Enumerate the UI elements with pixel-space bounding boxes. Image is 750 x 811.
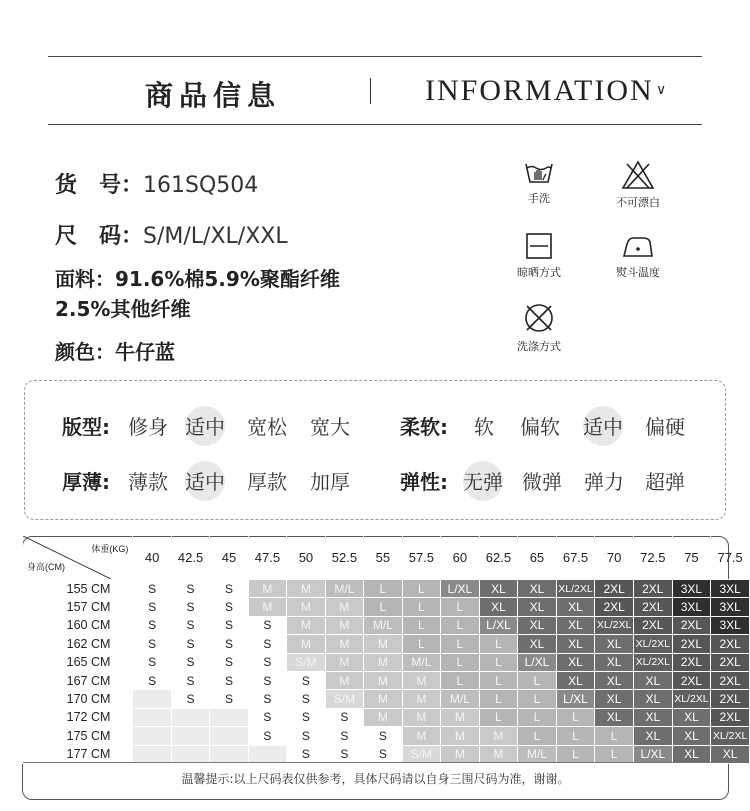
size-cell: XL xyxy=(672,727,711,745)
size-cell: M xyxy=(441,727,480,745)
size-cell: M xyxy=(287,635,325,653)
size-cell: L xyxy=(518,671,557,689)
size-cell: S xyxy=(210,671,248,689)
height-header: 162 CM xyxy=(23,635,133,653)
size-cell: S xyxy=(210,580,248,598)
care-hand-wash xyxy=(504,160,574,206)
care-label-hand-wash: 手洗 xyxy=(528,192,550,205)
size-cell: M xyxy=(287,580,325,598)
size-cell: M xyxy=(325,598,364,616)
size-cell: M xyxy=(402,671,441,689)
size-cell: S xyxy=(248,690,287,708)
height-header: 175 CM xyxy=(23,727,133,745)
size-cell: S xyxy=(325,745,364,763)
weight-header: 60 xyxy=(441,536,480,580)
size-cell xyxy=(210,708,248,726)
size-cell: M xyxy=(287,598,325,616)
fit-option-2: 适中 xyxy=(185,411,225,440)
color-value: 牛仔蓝 xyxy=(115,340,175,364)
height-header: 167 CM xyxy=(23,671,133,689)
size-cell: 2XL xyxy=(711,653,750,671)
size-cell: XL/2XL xyxy=(595,616,634,634)
size-cell: 2XL xyxy=(595,598,634,616)
size-cell: S xyxy=(171,635,210,653)
height-header: 177 CM xyxy=(23,745,133,763)
size-cell xyxy=(248,745,287,763)
size-cell: 2XL xyxy=(711,671,750,689)
size-cell xyxy=(133,727,171,745)
color-label: 颜色： xyxy=(55,340,115,364)
size-cell: L xyxy=(402,598,441,616)
size-cell: S xyxy=(133,671,171,689)
size-cell: M/L xyxy=(325,580,364,598)
size-cell: S/M xyxy=(325,690,364,708)
size-cell: XL xyxy=(672,745,711,763)
size-cell: L xyxy=(479,671,518,689)
size-chart-row xyxy=(23,671,750,689)
size-cell: S xyxy=(133,580,171,598)
weight-header: 77.5 xyxy=(711,536,750,580)
size-cell: L xyxy=(402,616,441,634)
size-cell xyxy=(171,745,210,763)
size-cell: 2XL xyxy=(711,690,750,708)
size-cell: M xyxy=(441,745,480,763)
care-no-bleach xyxy=(603,160,673,210)
size-cell: XL xyxy=(633,690,672,708)
size-cell: S xyxy=(287,708,325,726)
height-header: 170 CM xyxy=(23,690,133,708)
size-cell: XL xyxy=(633,727,672,745)
size-row xyxy=(55,219,288,250)
weight-header: 75 xyxy=(672,536,711,580)
item-number-value: 161SQ504 xyxy=(143,173,259,198)
size-cell: XL xyxy=(479,580,518,598)
size-chart-row xyxy=(23,616,750,634)
fabric-line-1: 面料：91.6%棉5.9%聚酯纤维 xyxy=(55,267,340,291)
size-cell: L xyxy=(441,598,480,616)
size-cell: M xyxy=(248,598,287,616)
size-cell: L xyxy=(402,635,441,653)
size-cell: M xyxy=(287,616,325,634)
size-cell: M xyxy=(441,708,480,726)
size-cell: S xyxy=(287,671,325,689)
size-cell: XL xyxy=(556,635,595,653)
size-cell: L xyxy=(518,727,557,745)
size-cell: M xyxy=(248,580,287,598)
height-header: 157 CM xyxy=(23,598,133,616)
size-chart-row xyxy=(23,580,750,598)
height-axis-label: 身高(CM) xyxy=(27,562,65,572)
hand-wash-icon xyxy=(524,160,554,186)
size-cell xyxy=(133,690,171,708)
size-cell: S xyxy=(210,616,248,634)
size-cell xyxy=(171,727,210,745)
size-cell: S xyxy=(210,690,248,708)
size-cell xyxy=(133,708,171,726)
size-cell: 2XL xyxy=(711,635,750,653)
height-header: 172 CM xyxy=(23,708,133,726)
fit-option-3: 宽松 xyxy=(247,415,287,439)
size-cell: S xyxy=(248,727,287,745)
size-cell: 2XL xyxy=(711,708,750,726)
size-cell: S xyxy=(171,653,210,671)
size-cell: XL xyxy=(633,671,672,689)
size-cell: XL xyxy=(556,653,595,671)
size-chart-row xyxy=(23,708,750,726)
size-cell: S xyxy=(133,653,171,671)
size-cell: L/XL xyxy=(479,616,518,634)
size-cell: M xyxy=(325,653,364,671)
softness-option-2: 偏软 xyxy=(520,415,560,439)
size-cell: L/XL xyxy=(556,690,595,708)
size-cell: XL/2XL xyxy=(556,580,595,598)
size-cell xyxy=(210,727,248,745)
size-cell: L xyxy=(556,745,595,763)
fit-option-1: 修身 xyxy=(128,415,168,439)
size-cell: XL/2XL xyxy=(672,690,711,708)
size-chart-table xyxy=(22,535,750,764)
size-cell: XL xyxy=(633,708,672,726)
size-cell: S xyxy=(133,635,171,653)
elasticity-option-1: 无弹 xyxy=(463,466,503,495)
size-cell: XL xyxy=(595,690,634,708)
size-chart-row xyxy=(23,653,750,671)
size-chart-row xyxy=(23,690,750,708)
size-cell: XL xyxy=(479,598,518,616)
size-label: 尺 码： xyxy=(55,224,144,249)
softness-option-3: 适中 xyxy=(583,411,623,440)
size-chart-row xyxy=(23,598,750,616)
size-cell: XL xyxy=(672,708,711,726)
size-cell: L xyxy=(556,727,595,745)
elasticity-label: 弹性: xyxy=(400,470,448,494)
size-cell: S/M xyxy=(287,653,325,671)
size-cell: M xyxy=(364,690,402,708)
size-cell: L xyxy=(479,690,518,708)
care-iron xyxy=(603,232,673,280)
item-number-label: 货 号： xyxy=(55,173,144,198)
no-dryclean-icon xyxy=(523,302,555,334)
header-divider xyxy=(370,78,371,104)
dry-flat-icon xyxy=(525,232,553,260)
size-cell: M xyxy=(479,745,518,763)
size-cell: S xyxy=(248,653,287,671)
weight-header: 62.5 xyxy=(479,536,518,580)
size-chart-corner xyxy=(23,536,133,580)
size-cell: L xyxy=(441,635,480,653)
size-cell: M/L xyxy=(441,690,480,708)
size-cell: L xyxy=(364,580,402,598)
size-cell: 2XL xyxy=(672,616,711,634)
size-cell: L xyxy=(479,708,518,726)
size-cell xyxy=(210,745,248,763)
thickness-label: 厚薄: xyxy=(62,470,110,494)
weight-header: 40 xyxy=(133,536,171,580)
size-cell: L/XL xyxy=(441,580,480,598)
size-cell: 3XL xyxy=(711,616,750,634)
care-label-no-bleach: 不可漂白 xyxy=(616,196,660,209)
size-cell: M xyxy=(325,635,364,653)
weight-header: 67.5 xyxy=(556,536,595,580)
size-cell: S xyxy=(248,616,287,634)
size-cell: S xyxy=(171,671,210,689)
height-header: 155 CM xyxy=(23,580,133,598)
size-cell: 2XL xyxy=(633,580,672,598)
size-cell: L xyxy=(364,598,402,616)
elasticity-option-3: 弹力 xyxy=(584,470,624,494)
size-cell: L xyxy=(441,653,480,671)
size-cell: XL xyxy=(518,580,557,598)
weight-header: 65 xyxy=(518,536,557,580)
size-value: S/M/L/XL/XXL xyxy=(143,224,288,249)
size-cell: S xyxy=(210,635,248,653)
iron-icon xyxy=(621,232,655,260)
size-cell: 3XL xyxy=(672,598,711,616)
size-cell: M xyxy=(364,671,402,689)
care-dry-flat xyxy=(504,232,574,280)
header-top-rule xyxy=(48,56,702,57)
size-cell: S xyxy=(325,727,364,745)
size-cell: L xyxy=(595,745,634,763)
size-cell: S xyxy=(364,727,402,745)
fit-option-4: 宽大 xyxy=(310,415,350,439)
thickness-option-4: 加厚 xyxy=(310,470,350,494)
size-chart-row xyxy=(23,635,750,653)
size-cell: S xyxy=(248,708,287,726)
size-cell: 2XL xyxy=(672,671,711,689)
size-cell: S xyxy=(248,671,287,689)
size-cell: S/M xyxy=(402,745,441,763)
size-cell: S xyxy=(210,598,248,616)
size-cell: M xyxy=(402,727,441,745)
chevron-down-icon: ∨ xyxy=(656,82,667,98)
weight-axis-label: 体重(KG) xyxy=(91,544,129,554)
color-row xyxy=(55,336,175,365)
size-cell: XL xyxy=(556,671,595,689)
fit-label: 版型: xyxy=(62,415,110,439)
size-cell: S xyxy=(171,616,210,634)
size-cell: L xyxy=(441,671,480,689)
elasticity-option-2: 微弹 xyxy=(522,470,562,494)
care-wash-method xyxy=(504,302,574,354)
thickness-option-3: 厚款 xyxy=(247,470,287,494)
header-bottom-rule xyxy=(48,124,702,125)
size-cell: S xyxy=(133,616,171,634)
size-cell: L xyxy=(479,653,518,671)
size-cell xyxy=(171,708,210,726)
size-cell: S xyxy=(325,708,364,726)
size-cell: XL xyxy=(595,653,634,671)
size-cell: M xyxy=(364,708,402,726)
fabric-composition xyxy=(55,264,415,324)
weight-header: 45 xyxy=(210,536,248,580)
weight-header: 57.5 xyxy=(402,536,441,580)
size-cell: 3XL xyxy=(672,580,711,598)
size-cell: S xyxy=(287,727,325,745)
size-cell: L xyxy=(556,708,595,726)
thickness-option-2: 适中 xyxy=(185,466,225,495)
attributes-panel xyxy=(24,380,726,520)
softness-label: 柔软: xyxy=(400,415,448,439)
size-cell: XL xyxy=(595,671,634,689)
size-cell: 3XL xyxy=(711,580,750,598)
fabric-line-2: 2.5%其他纤维 xyxy=(55,297,191,321)
care-label-wash-method: 洗涤方式 xyxy=(517,340,561,353)
size-cell: M xyxy=(325,671,364,689)
size-cell: M xyxy=(479,727,518,745)
size-cell: S xyxy=(287,690,325,708)
size-cell: 3XL xyxy=(711,598,750,616)
care-label-iron: 熨斗温度 xyxy=(616,266,660,279)
size-cell: M/L xyxy=(402,653,441,671)
size-cell: XL xyxy=(556,598,595,616)
size-cell: M/L xyxy=(364,616,402,634)
size-cell: L xyxy=(595,727,634,745)
size-cell: XL xyxy=(518,635,557,653)
size-chart-row xyxy=(23,727,750,745)
thickness-option-1: 薄款 xyxy=(128,470,168,494)
size-cell: 2XL xyxy=(595,580,634,598)
size-cell: 2XL xyxy=(633,616,672,634)
header-title-en: INFORMATION xyxy=(425,74,654,107)
header-title-cn: 商品信息 xyxy=(145,79,282,112)
size-chart-header-row xyxy=(23,536,750,580)
size-cell: L xyxy=(479,635,518,653)
size-cell: L xyxy=(518,690,557,708)
size-cell: M xyxy=(402,708,441,726)
size-cell: L/XL xyxy=(518,653,557,671)
weight-header: 72.5 xyxy=(633,536,672,580)
height-header: 165 CM xyxy=(23,653,133,671)
weight-header: 50 xyxy=(287,536,325,580)
item-number-row xyxy=(55,168,258,199)
care-label-dry-flat: 晾晒方式 xyxy=(517,266,561,279)
size-cell: XL/2XL xyxy=(633,653,672,671)
height-header: 160 CM xyxy=(23,616,133,634)
size-cell: S xyxy=(171,598,210,616)
size-cell: S xyxy=(248,635,287,653)
size-cell: S xyxy=(171,690,210,708)
size-cell xyxy=(133,745,171,763)
note-divider xyxy=(23,762,728,763)
size-cell: M xyxy=(364,653,402,671)
weight-header: 42.5 xyxy=(171,536,210,580)
size-cell: XL xyxy=(518,598,557,616)
size-cell: XL xyxy=(556,616,595,634)
size-cell: L xyxy=(518,708,557,726)
size-chart-row xyxy=(23,745,750,763)
size-cell: XL xyxy=(518,616,557,634)
softness-option-4: 偏硬 xyxy=(645,415,685,439)
size-cell: S xyxy=(287,745,325,763)
weight-header: 47.5 xyxy=(248,536,287,580)
size-cell: XL/2XL xyxy=(711,727,750,745)
weight-header: 52.5 xyxy=(325,536,364,580)
size-cell: M/L xyxy=(518,745,557,763)
size-cell: S xyxy=(364,745,402,763)
size-cell: XL xyxy=(595,635,634,653)
weight-header: 70 xyxy=(595,536,634,580)
size-cell: S xyxy=(133,598,171,616)
size-chart-note: 温馨提示:以上尺码表仅供参考，具体尺码请以自身三围尺码为准，谢谢。 xyxy=(181,772,570,786)
size-cell: M xyxy=(402,690,441,708)
elasticity-option-4: 超弹 xyxy=(645,470,685,494)
size-cell: 2XL xyxy=(672,653,711,671)
weight-header: 55 xyxy=(364,536,402,580)
size-cell: S xyxy=(210,653,248,671)
size-cell: L xyxy=(402,580,441,598)
size-cell: XL/2XL xyxy=(633,635,672,653)
no-bleach-icon xyxy=(621,160,655,190)
size-cell: S xyxy=(171,580,210,598)
size-cell: M xyxy=(325,616,364,634)
size-cell: 2XL xyxy=(672,635,711,653)
size-cell: XL xyxy=(595,708,634,726)
softness-option-1: 软 xyxy=(474,415,494,439)
size-cell: L xyxy=(441,616,480,634)
size-cell: M xyxy=(364,635,402,653)
size-cell: XL xyxy=(711,745,750,763)
size-cell: 2XL xyxy=(633,598,672,616)
size-cell: L/XL xyxy=(633,745,672,763)
